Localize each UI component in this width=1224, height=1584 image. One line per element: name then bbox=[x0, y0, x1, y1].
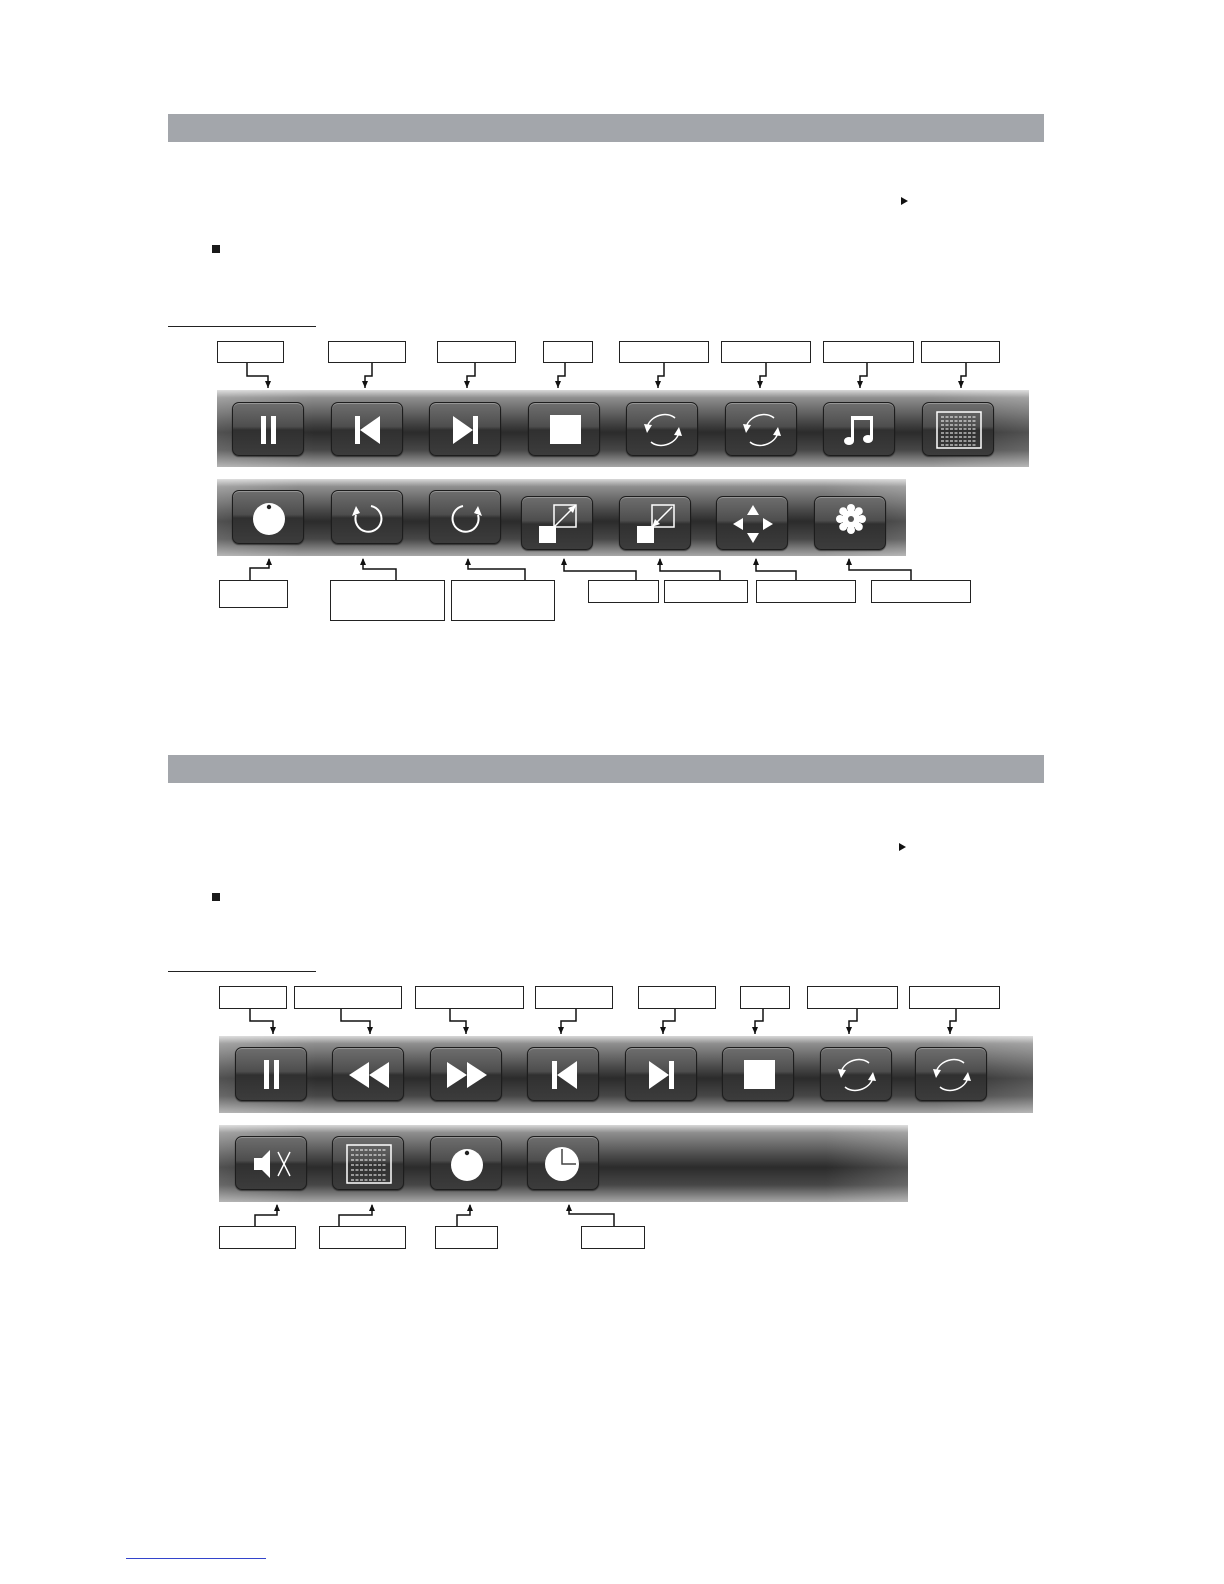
rotate-right-icon bbox=[453, 506, 482, 532]
settings-gear-icon bbox=[836, 504, 866, 534]
previous-icon bbox=[552, 1061, 577, 1089]
music-note-icon bbox=[844, 416, 873, 445]
move-button[interactable] bbox=[716, 496, 788, 550]
rewind-button[interactable] bbox=[332, 1047, 404, 1101]
time-button[interactable] bbox=[527, 1136, 599, 1190]
pause-icon bbox=[261, 416, 266, 444]
zoom-out-icon bbox=[637, 505, 674, 543]
music-button[interactable] bbox=[823, 402, 895, 456]
settings-button[interactable] bbox=[814, 496, 886, 550]
zoom-in-button[interactable] bbox=[521, 496, 593, 550]
stop-icon bbox=[550, 415, 581, 444]
pause-button[interactable] bbox=[232, 402, 304, 456]
shuffle-icon bbox=[746, 415, 778, 446]
next-icon bbox=[649, 1061, 674, 1089]
next-button[interactable] bbox=[429, 402, 501, 456]
mute-button[interactable] bbox=[235, 1136, 307, 1190]
clock-icon bbox=[545, 1147, 579, 1181]
zoom-out-button[interactable] bbox=[619, 496, 691, 550]
previous-icon bbox=[355, 416, 380, 444]
shuffle-button[interactable] bbox=[915, 1047, 987, 1101]
previous-button[interactable] bbox=[527, 1047, 599, 1101]
previous-button[interactable] bbox=[331, 402, 403, 456]
shuffle-button[interactable] bbox=[725, 402, 797, 456]
playlist-button[interactable] bbox=[922, 402, 994, 456]
repeat-button[interactable] bbox=[820, 1047, 892, 1101]
repeat-icon bbox=[841, 1060, 873, 1091]
move-arrows-icon bbox=[733, 505, 773, 543]
stop-button[interactable] bbox=[528, 402, 600, 456]
fast-forward-icon bbox=[447, 1062, 487, 1088]
playlist-icon bbox=[347, 1145, 391, 1183]
playlist-button[interactable] bbox=[332, 1136, 404, 1190]
stop-icon bbox=[744, 1060, 775, 1089]
fast-forward-button[interactable] bbox=[430, 1047, 502, 1101]
repeat-button[interactable] bbox=[626, 402, 698, 456]
next-button[interactable] bbox=[625, 1047, 697, 1101]
repeat-icon bbox=[647, 415, 679, 446]
mute-icon bbox=[254, 1150, 290, 1178]
next-icon bbox=[453, 416, 478, 444]
shuffle-icon bbox=[936, 1060, 968, 1091]
rotate-right-button[interactable] bbox=[429, 490, 501, 544]
stop-button[interactable] bbox=[722, 1047, 794, 1101]
volume-knob-icon bbox=[253, 503, 285, 535]
volume-button[interactable] bbox=[232, 490, 304, 544]
volume-knob-icon bbox=[451, 1149, 483, 1181]
volume-button[interactable] bbox=[430, 1136, 502, 1190]
zoom-in-icon bbox=[539, 505, 576, 543]
rotate-left-icon bbox=[352, 506, 381, 532]
rewind-icon bbox=[349, 1062, 389, 1088]
pause-icon bbox=[264, 1060, 279, 1089]
pause-button[interactable] bbox=[235, 1047, 307, 1101]
playlist-icon bbox=[937, 412, 981, 448]
rotate-left-button[interactable] bbox=[331, 490, 403, 544]
